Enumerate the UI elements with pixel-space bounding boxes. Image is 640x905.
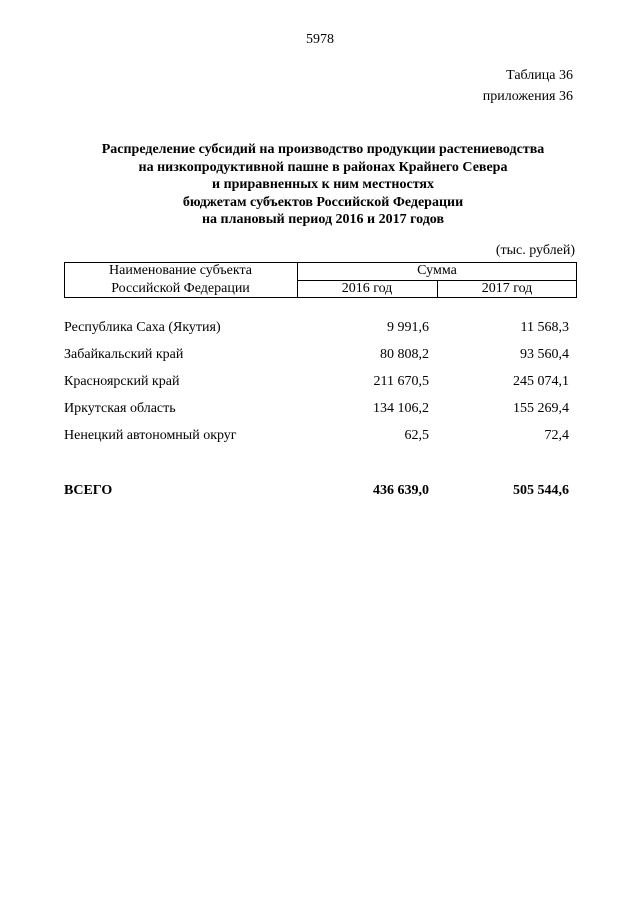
page-number: 5978 xyxy=(306,32,334,47)
total-label: ВСЕГО xyxy=(64,483,113,498)
table-row xyxy=(64,401,577,421)
document-title xyxy=(0,141,640,229)
table-caption-appendix: приложения 36 xyxy=(482,89,573,104)
units-label: (тыс. рублей) xyxy=(495,243,575,258)
table-row xyxy=(64,347,577,367)
title-line-5: на плановый период 2016 и 2017 годов xyxy=(201,212,445,227)
title-line-2: на низкопродуктивной пашне в районах Крайнего Севера xyxy=(138,159,508,175)
table-caption xyxy=(483,65,573,107)
row-value-2016: 9 991,6 xyxy=(387,320,429,335)
total-value-2016: 436 639,0 xyxy=(373,483,429,498)
row-subject-name: Иркутская область xyxy=(64,401,176,416)
header-col-2017: 2017 год xyxy=(481,281,533,296)
header-col-2016: 2016 год xyxy=(341,281,393,296)
table-caption-number: Таблица 36 xyxy=(506,68,573,83)
header-name-line-1: Наименование субъекта xyxy=(109,263,252,278)
header-name-line-2: Российской Федерации xyxy=(111,281,250,296)
table-row xyxy=(64,320,577,340)
title-line-3: и приравненных к ним местностях xyxy=(212,177,434,192)
row-value-2017: 155 269,4 xyxy=(513,401,569,416)
row-value-2017: 93 560,4 xyxy=(520,347,569,362)
table-total-row xyxy=(64,483,577,503)
row-subject-name: Ненецкий автономный округ xyxy=(64,428,237,443)
row-value-2016: 211 670,5 xyxy=(373,374,429,389)
title-line-4: бюджетам субъектов Российской Федерации xyxy=(182,194,464,210)
title-line-1: Распределение субсидий на производство продукции растениеводства xyxy=(101,142,545,157)
table-row xyxy=(64,374,577,394)
total-value-2017: 505 544,6 xyxy=(513,483,569,498)
row-subject-name: Республика Саха (Якутия) xyxy=(64,320,221,335)
row-subject-name: Красноярский край xyxy=(64,374,180,389)
row-value-2016: 80 808,2 xyxy=(380,347,429,362)
row-value-2016: 134 106,2 xyxy=(373,401,429,416)
row-subject-name: Забайкальский край xyxy=(64,347,184,362)
row-value-2017: 245 074,1 xyxy=(513,374,569,389)
row-value-2017: 11 568,3 xyxy=(520,320,569,335)
row-value-2017: 72,4 xyxy=(544,428,569,443)
table-row xyxy=(64,428,577,448)
header-sum: Сумма xyxy=(417,263,457,278)
row-value-2016: 62,5 xyxy=(404,428,429,443)
header-bottom-border xyxy=(64,297,577,298)
table-header xyxy=(64,262,577,298)
